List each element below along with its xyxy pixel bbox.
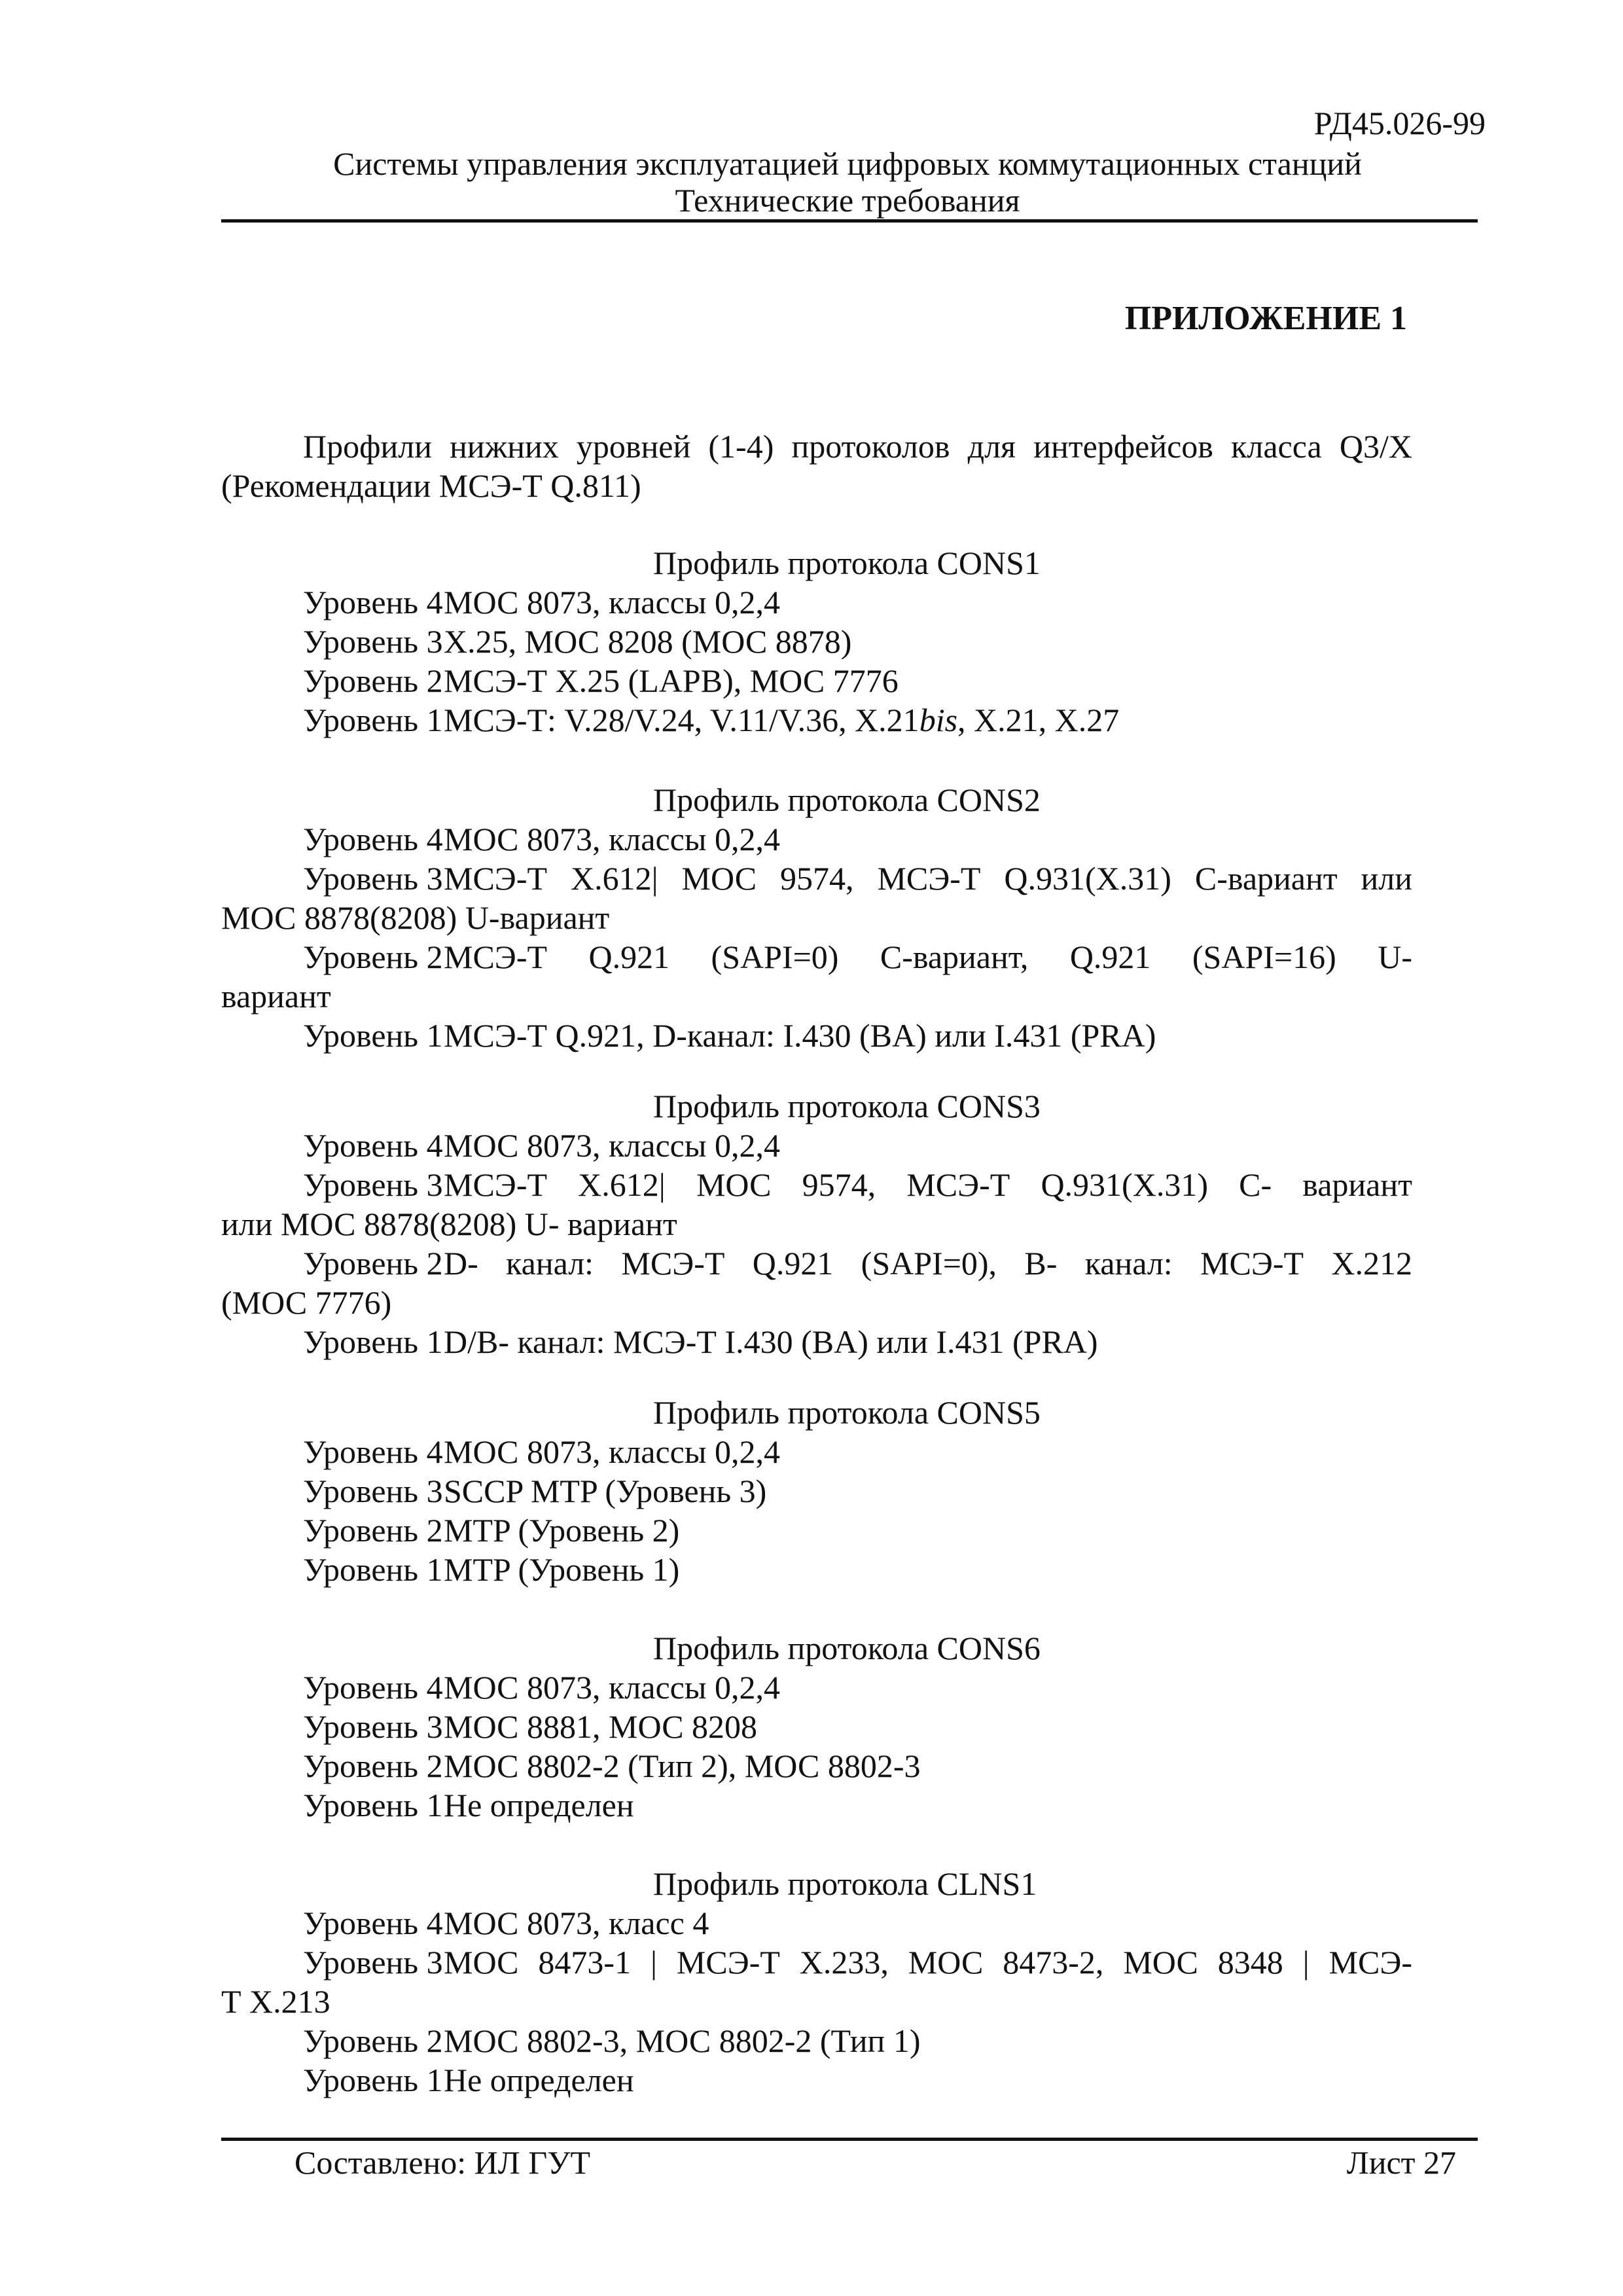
- level-label: Уровень 2: [303, 1512, 443, 1549]
- level-row: [221, 1785, 1412, 1825]
- level-label: Уровень 2: [303, 1245, 443, 1282]
- level-row: [221, 1432, 1412, 1471]
- header-title-line2: Технические требования: [675, 182, 1020, 219]
- level-row: [221, 1511, 1412, 1550]
- level-desc-italic: bis: [919, 702, 958, 738]
- level-desc: МОС 8073, классы 0,2,4: [444, 1127, 780, 1164]
- level-label: Уровень 2: [303, 662, 443, 699]
- level-label: Уровень 1: [303, 702, 443, 738]
- level-label: Уровень 2: [303, 2022, 443, 2059]
- level-desc: МОС 8073, классы 0,2,4: [444, 1433, 780, 1470]
- document-code: РД45.026-99: [1313, 105, 1486, 141]
- level-desc: МОС 8073, класс 4: [444, 1905, 709, 1941]
- level-desc-continuation: Т X.213: [221, 1983, 330, 2020]
- level-label: Уровень 3: [303, 860, 443, 897]
- level-desc: МОС 8073, классы 0,2,4: [444, 584, 780, 620]
- header-title-line1: Системы управления эксплуатацией цифровых коммутационных станций: [333, 145, 1362, 182]
- level-desc-continuation: или МОС 8878(8208) U- вариант: [221, 1206, 677, 1242]
- level-label: Уровень 3: [303, 1166, 443, 1203]
- level-desc: МОС 8802-2 (Тип 2), МОС 8802-3: [444, 1748, 921, 1784]
- level-label: Уровень 1: [303, 2062, 443, 2098]
- level-label: Уровень 1: [303, 1551, 443, 1588]
- level-desc: МОС 8073, классы 0,2,4: [444, 1669, 780, 1706]
- level-desc: MTP (Уровень 1): [444, 1551, 680, 1588]
- level-desc: МОС 8881, МОС 8208: [444, 1708, 758, 1745]
- level-row: [221, 622, 1412, 661]
- level-desc: МСЭ-Т Q.921, D-канал: I.430 (BA) или I.431 (PRA): [444, 1017, 1156, 1054]
- level-label: Уровень 4: [303, 1127, 443, 1164]
- level-row: [221, 700, 1412, 740]
- footer-compiled-by: Составлено: ИЛ ГУТ: [294, 2144, 591, 2181]
- level-desc: D/B- канал: МСЭ-Т I.430 (BA) или I.431 (PRA): [444, 1323, 1098, 1360]
- profile-cons1: [221, 543, 1412, 740]
- level-row: [221, 1550, 1412, 1589]
- level-row: [221, 1903, 1412, 1943]
- level-row: [221, 1943, 1412, 1982]
- level-label: Уровень 3: [303, 1944, 443, 1981]
- profile-cons5: [221, 1393, 1412, 1589]
- level-desc: МСЭ-Т Q.921 (SAPI=0) С-вариант, Q.921 (SAPI=16) U-: [444, 939, 1412, 975]
- level-desc: [444, 700, 1412, 740]
- footer-sheet-number: Лист 27: [1346, 2144, 1456, 2181]
- level-label: Уровень 4: [303, 1905, 443, 1941]
- level-label: Уровень 4: [303, 821, 443, 857]
- level-row: [221, 1707, 1412, 1746]
- footer-rule: [221, 2138, 1478, 2141]
- level-desc-continuation: вариант: [221, 978, 331, 1014]
- level-label: Уровень 4: [303, 1433, 443, 1470]
- level-desc: МСЭ-Т X.612| МОС 9574, МСЭ-Т Q.931(X.31) С- вариант: [444, 1166, 1412, 1203]
- level-desc: MTP (Уровень 2): [444, 1512, 680, 1549]
- level-row: [221, 2060, 1412, 2100]
- intro-line1: Профили нижних уровней (1-4) протоколов для интерфейсов класса Q3/X: [303, 428, 1412, 465]
- level-row: [221, 1126, 1412, 1165]
- appendix-title: ПРИЛОЖЕНИЕ 1: [1124, 300, 1407, 337]
- level-desc: МОС 8473-1 | МСЭ-Т X.233, МОС 8473-2, МОС 8348 | МСЭ-: [444, 1944, 1412, 1981]
- profile-title: Профиль протокола CONS1: [653, 545, 1041, 581]
- level-row: [221, 937, 1412, 977]
- level-row: [221, 583, 1412, 622]
- level-desc-part: МСЭ-Т: V.28/V.24, V.11/V.36, X.21: [444, 702, 919, 738]
- header-rule: [221, 219, 1478, 223]
- level-row: [221, 1668, 1412, 1707]
- profile-clns1: [221, 1864, 1412, 2100]
- profile-cons3: [221, 1086, 1412, 1361]
- level-desc-continuation: МОС 8878(8208) U-вариант: [221, 899, 610, 936]
- level-label: Уровень 1: [303, 1017, 443, 1054]
- level-label: Уровень 2: [303, 939, 443, 975]
- profile-title: Профиль протокола CONS2: [653, 781, 1041, 818]
- intro-line2: (Рекомендации МСЭ-Т Q.811): [221, 467, 641, 504]
- level-desc: Не определен: [444, 2062, 634, 2098]
- level-label: Уровень 4: [303, 1669, 443, 1706]
- level-label: Уровень 3: [303, 1708, 443, 1745]
- level-row: [221, 661, 1412, 700]
- level-label: Уровень 1: [303, 1787, 443, 1823]
- level-desc-part: , X.21, X.27: [957, 702, 1120, 738]
- profile-title: Профиль протокола CLNS1: [653, 1865, 1037, 1902]
- level-row: [221, 1471, 1412, 1511]
- intro-paragraph: [221, 427, 1412, 505]
- level-label: Уровень 1: [303, 1323, 443, 1360]
- level-row: [221, 1322, 1412, 1361]
- level-label: Уровень 2: [303, 1748, 443, 1784]
- level-row: [221, 2021, 1412, 2060]
- level-label: Уровень 4: [303, 584, 443, 620]
- level-desc: МОС 8073, классы 0,2,4: [444, 821, 780, 857]
- level-desc: SCCP MTP (Уровень 3): [444, 1473, 767, 1509]
- level-row: [221, 1165, 1412, 1204]
- level-row: [221, 1746, 1412, 1785]
- level-label: Уровень 3: [303, 623, 443, 660]
- profile-cons2: [221, 780, 1412, 1055]
- profile-title: Профиль протокола CONS6: [653, 1630, 1041, 1666]
- level-row: [221, 1244, 1412, 1283]
- level-row: [221, 819, 1412, 859]
- level-desc: Не определен: [444, 1787, 634, 1823]
- profile-title: Профиль протокола CONS5: [653, 1394, 1041, 1431]
- profile-cons6: [221, 1628, 1412, 1825]
- level-desc: МСЭ-Т X.612| МОС 9574, МСЭ-Т Q.931(X.31) С-вариант или: [444, 860, 1412, 897]
- level-desc-continuation: (МОС 7776): [221, 1284, 392, 1321]
- level-desc: D- канал: МСЭ-Т Q.921 (SAPI=0), B- канал: МСЭ-Т X.212: [444, 1245, 1412, 1282]
- level-label: Уровень 3: [303, 1473, 443, 1509]
- level-row: [221, 859, 1412, 898]
- level-desc: МОС 8802-3, МОС 8802-2 (Тип 1): [444, 2022, 921, 2059]
- level-desc: X.25, МОС 8208 (МОС 8878): [444, 623, 852, 660]
- profile-title: Профиль протокола CONS3: [653, 1088, 1041, 1124]
- level-row: [221, 1016, 1412, 1055]
- level-desc: МСЭ-Т X.25 (LAPB), МОС 7776: [444, 662, 899, 699]
